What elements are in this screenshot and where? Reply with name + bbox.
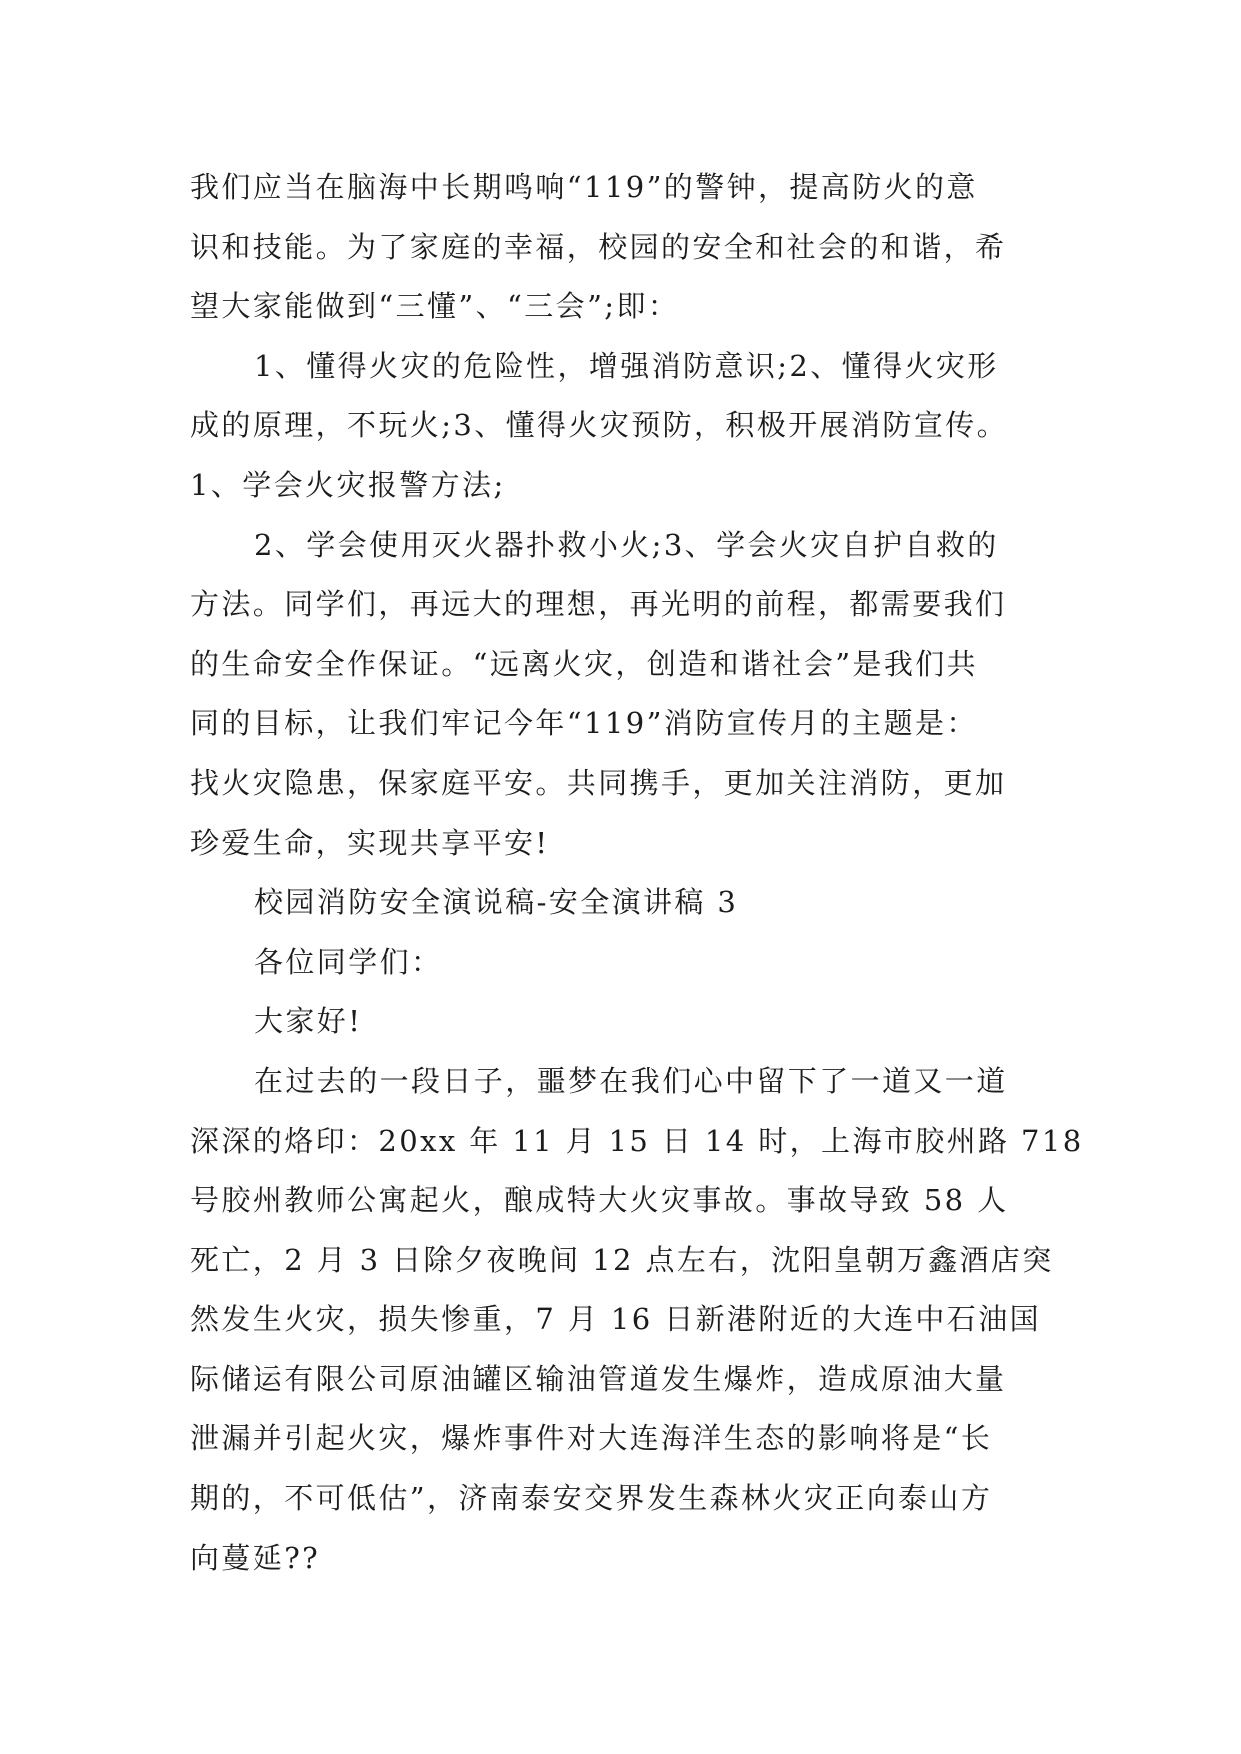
document-line: 泄漏并引起火灾，爆炸事件对大连海洋生态的影响将是“长 <box>190 1421 993 1456</box>
document-line: 的生命安全作保证。“远离火灾，创造和谐社会”是我们共 <box>190 646 979 681</box>
document-line: 校园消防安全演说稿-安全演讲稿 3 <box>254 885 739 920</box>
document-line: 各位同学们： <box>254 944 443 979</box>
document-line: 然发生火灾，损失惨重，7 月 16 日新港附近的大连中石油国 <box>190 1302 1042 1337</box>
document-line: 期的，不可低估”，济南泰安交界发生森林火灾正向泰山方 <box>190 1481 993 1516</box>
document-line: 死亡，2 月 3 日除夕夜晚间 12 点左右，沈阳皇朝万鑫酒店突 <box>190 1242 1054 1277</box>
document-line: 1、学会火灾报警方法; <box>190 467 506 502</box>
document-line: 1、懂得火灾的危险性，增强消防意识;2、懂得火灾形 <box>254 348 999 383</box>
document-line: 2、学会使用灭火器扑救小火;3、学会火灾自护自救的 <box>254 527 999 562</box>
document-line: 识和技能。为了家庭的幸福，校园的安全和社会的和谐，希 <box>190 229 1007 264</box>
document-line: 同的目标，让我们牢记今年“119”消防宣传月的主题是： <box>190 706 978 741</box>
document-line: 方法。同学们，再远大的理想，再光明的前程，都需要我们 <box>190 587 1007 622</box>
document-line: 向蔓延?? <box>190 1540 321 1575</box>
document-body <box>190 158 1084 1588</box>
document-line: 深深的烙印：20xx 年 11 月 15 日 14 时，上海市胶州路 718 <box>190 1123 1084 1158</box>
document-line: 望大家能做到“三懂”、“三会”;即： <box>190 289 680 324</box>
document-line: 在过去的一段日子，噩梦在我们心中留下了一道又一道 <box>254 1063 1008 1098</box>
document-line: 际储运有限公司原油罐区输油管道发生爆炸，造成原油大量 <box>190 1361 1007 1396</box>
document-line: 号胶州教师公寓起火，酿成特大火灾事故。事故导致 58 人 <box>190 1183 1009 1218</box>
document-line: 成的原理，不玩火;3、懂得火灾预防，积极开展消防宣传。 <box>190 408 1009 443</box>
document-line: 珍爱生命，实现共享平安! <box>190 825 550 860</box>
document-line: 找火灾隐患，保家庭平安。共同携手，更加关注消防，更加 <box>190 765 1007 800</box>
document-line: 我们应当在脑海中长期鸣响“119”的警钟，提高防火的意 <box>190 170 978 204</box>
document-line: 大家好! <box>254 1004 363 1039</box>
